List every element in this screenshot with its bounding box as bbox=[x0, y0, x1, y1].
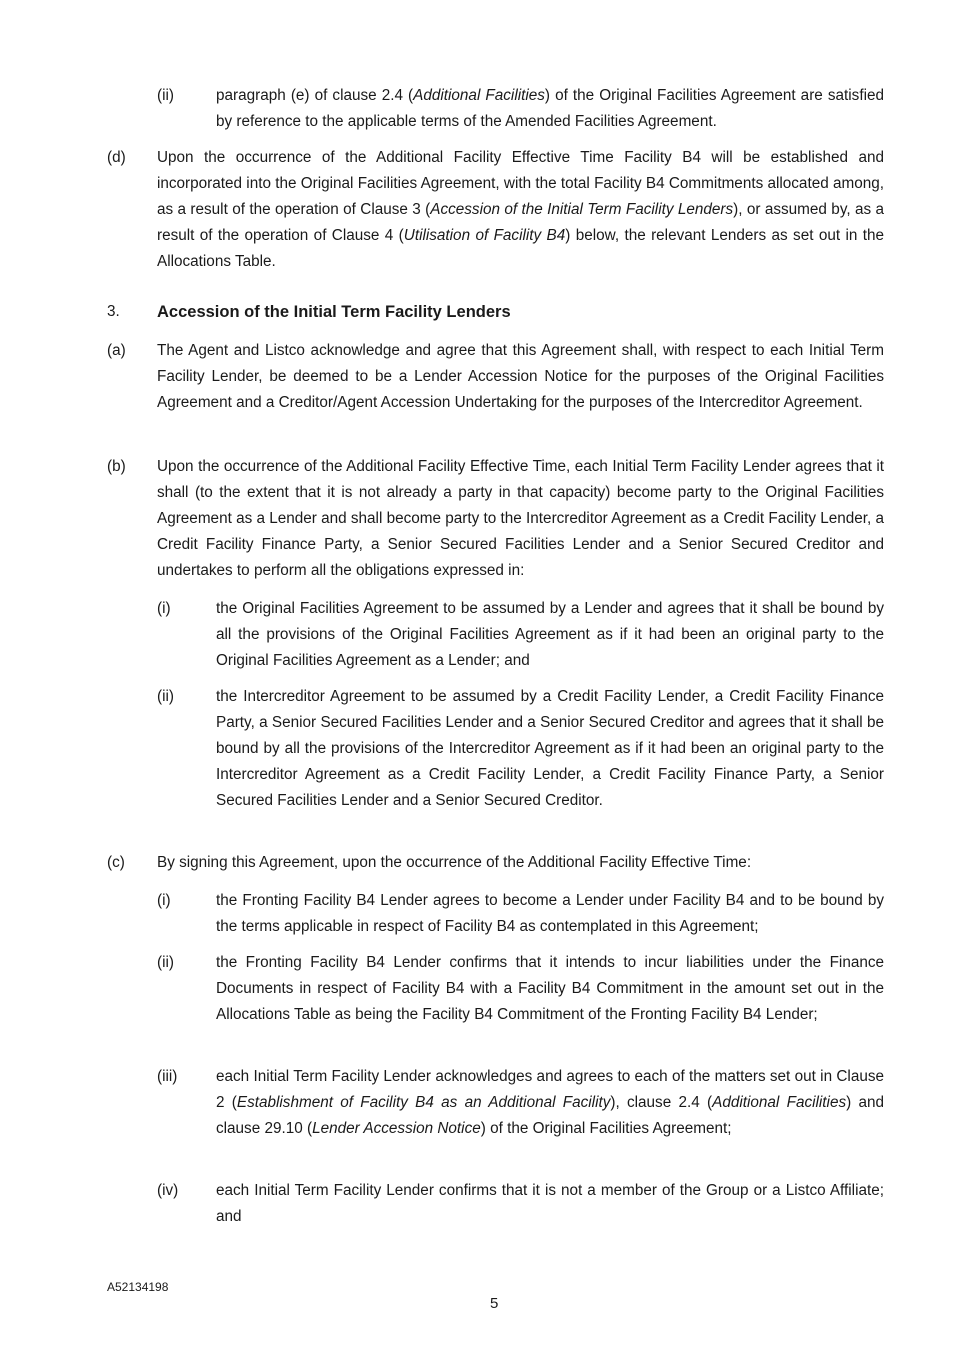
item-text: The Agent and Listco acknowledge and agree that this Agreement shall, with respect to each Initial Term Facility Lender, be deemed to be a Lender Accession Notice for the purposes of the Original Facilities Agreement and a Creditor/Agent Accession Undertaking for the purposes of the Intercreditor Agreement. bbox=[157, 342, 884, 411]
item-text: paragraph (e) of clause 2.4 (Additional Facilities) of the Original Facilities Agreement are satisfied by reference to the applicable terms of the Amended Facilities Agreement. bbox=[216, 87, 884, 130]
item-number: (iv) bbox=[157, 1182, 179, 1199]
item-number: (i) bbox=[157, 600, 171, 617]
item-text: By signing this Agreement, upon the occurrence of the Additional Facility Effective Time: bbox=[157, 854, 752, 871]
item-text: the Fronting Facility B4 Lender agrees to become a Lender under Facility B4 and to be bound by the terms applicable in respect of Facility B4 as contemplated in this Agreement; bbox=[216, 892, 884, 935]
item-number: (ii) bbox=[157, 688, 174, 705]
item-text: each Initial Term Facility Lender confirms that it is not a member of the Group or a Listco Affiliate; and bbox=[216, 1182, 884, 1225]
item-text: each Initial Term Facility Lender acknowledges and agrees to each of the matters set out in Clause 2 (Establishment of Facility B4 as an Additional Facility), clause 2.4 (Additional Facilities) and clause 29.10 (Lender Accession Notice) of the Original Facilities Agreement; bbox=[216, 1068, 885, 1137]
section-number: 3. bbox=[107, 303, 120, 320]
item-number: (ii) bbox=[157, 87, 174, 104]
page-number: 5 bbox=[490, 1295, 499, 1312]
item-text: the Original Facilities Agreement to be assumed by a Lender and agrees that it shall be bound by all the provisions of the Original Facilities Agreement as if it had been an original party to the Original Facilities Agreement as a Lender; and bbox=[216, 600, 884, 669]
section-title: Accession of the Initial Term Facility Lenders bbox=[157, 303, 511, 321]
item-text: the Fronting Facility B4 Lender confirms that it intends to incur liabilities under the Finance Documents in respect of Facility B4 with a Facility B4 Commitment in the amount set out in the Allocations Table as being the Facility B4 Commitment of the Fronting Facility B4 Lender; bbox=[216, 954, 884, 1023]
item-text: Upon the occurrence of the Additional Facility Effective Time, each Initial Term Facility Lender agrees that it shall (to the extent that it is not already a party in that capacity) become party to the Original Facilities Agreement as a Lender and shall become party to the Intercreditor Agreement as a Credit Facility Lender, a Credit Facility Finance Party, a Senior Secured Facilities Lender and a Senior Secured Creditor and undertakes to perform all the obligations expressed in: bbox=[157, 458, 885, 579]
item-number: (i) bbox=[157, 892, 171, 909]
item-text: Upon the occurrence of the Additional Facility Effective Time Facility B4 will be established and incorporated into the Original Facilities Agreement, with the total Facility B4 Commitments allocated among, as a result of the operation of Clause 3 (Accession of the Initial Term Facility Lenders), or assumed by, as a result of the operation of Clause 4 (Utilisation of Facility B4) below, the relevant Lenders as set out in the Allocations Table. bbox=[157, 149, 884, 270]
item-number: (d) bbox=[107, 149, 126, 166]
item-number: (b) bbox=[107, 458, 126, 475]
item-number: (ii) bbox=[157, 954, 174, 971]
item-text: the Intercreditor Agreement to be assumed by a Credit Facility Lender, a Credit Facility Finance Party, a Senior Secured Facilities Lender and a Senior Secured Creditor and agrees that it shall be bound by all the provisions of the Intercreditor Agreement as if it had been an original party to the Intercreditor Agreement as a Credit Facility Lender, a Credit Facility Finance Party, a Senior Secured Facilities Lender and a Senior Secured Creditor. bbox=[216, 688, 884, 809]
item-number: (a) bbox=[107, 342, 126, 359]
item-number: (iii) bbox=[157, 1068, 178, 1085]
item-number: (c) bbox=[107, 854, 125, 871]
document-id: A52134198 bbox=[107, 1280, 169, 1294]
